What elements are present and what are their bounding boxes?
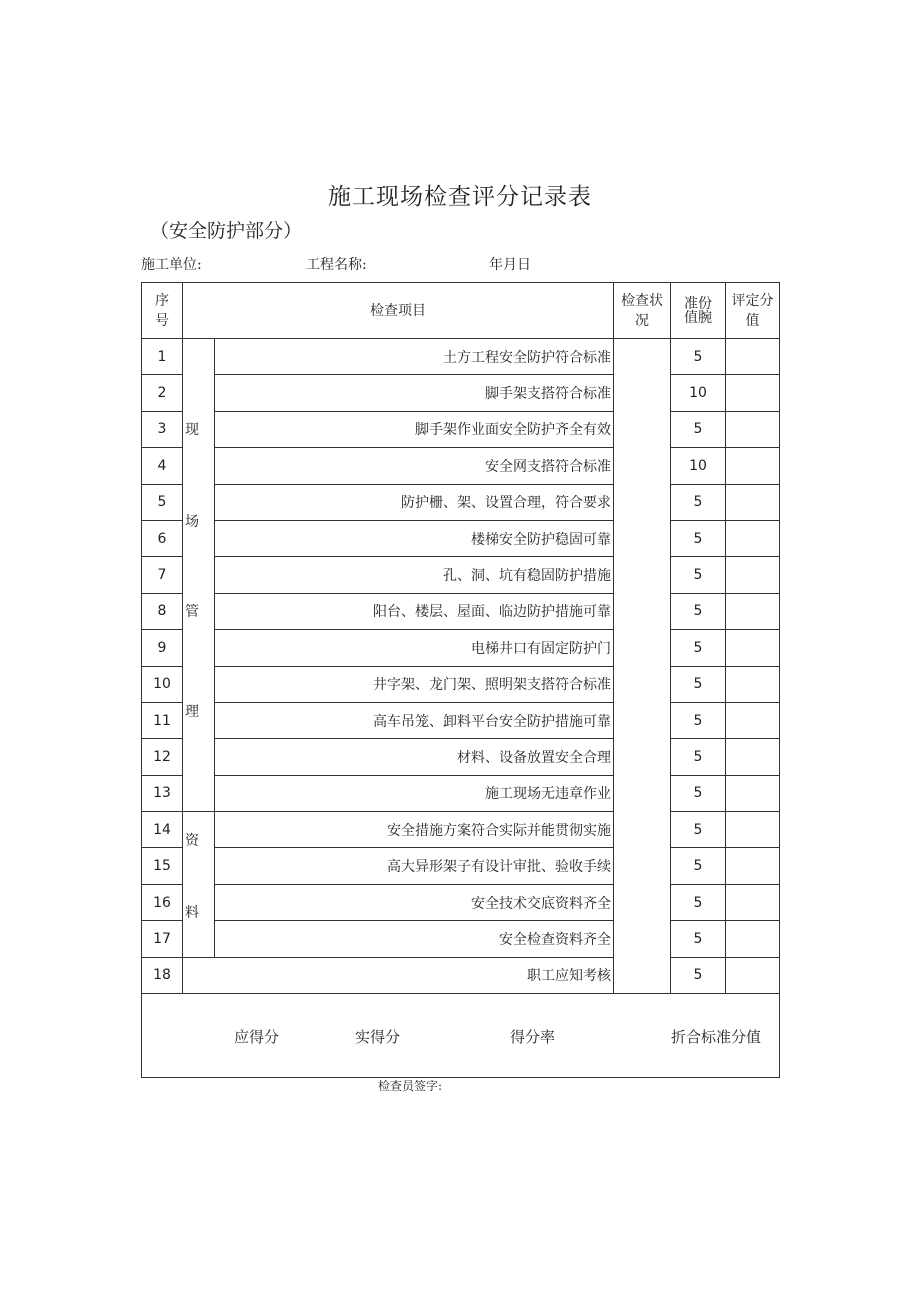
table-row bbox=[142, 848, 780, 884]
row-seq: 13 bbox=[142, 775, 183, 811]
header-rating: 评定分值 bbox=[726, 283, 780, 339]
row-rating-cell[interactable] bbox=[726, 848, 780, 884]
table-body bbox=[142, 339, 780, 994]
category-char: 场 bbox=[185, 514, 199, 530]
inspection-table bbox=[141, 282, 780, 1078]
row-standard-score: 5 bbox=[671, 812, 726, 848]
row-rating-cell[interactable] bbox=[726, 812, 780, 848]
table-row bbox=[142, 448, 780, 484]
page-subtitle: （安全防护部分） bbox=[150, 220, 303, 242]
converted-score-label: 折合标准分值 bbox=[671, 1028, 762, 1046]
row-item: 安全检查资料齐全 bbox=[215, 921, 614, 957]
row-rating-cell[interactable] bbox=[726, 702, 780, 738]
row-seq: 10 bbox=[142, 666, 183, 702]
row-standard-score: 5 bbox=[671, 630, 726, 666]
row-item: 施工现场无违章作业 bbox=[215, 775, 614, 811]
date-label: 年月日 bbox=[489, 257, 531, 273]
row-standard-score: 5 bbox=[671, 557, 726, 593]
construction-unit-label: 施工单位: bbox=[141, 257, 202, 273]
row-item: 安全措施方案符合实际并能贯彻实施 bbox=[215, 812, 614, 848]
row-seq: 11 bbox=[142, 702, 183, 738]
row-item: 职工应知考核 bbox=[183, 957, 614, 993]
table-row bbox=[142, 739, 780, 775]
row-rating-cell[interactable] bbox=[726, 593, 780, 629]
row-seq: 17 bbox=[142, 921, 183, 957]
category-char: 料 bbox=[185, 905, 199, 922]
row-item: 楼梯安全防护稳固可靠 bbox=[215, 520, 614, 556]
table-row bbox=[142, 921, 780, 957]
row-rating-cell[interactable] bbox=[726, 884, 780, 920]
row-seq: 5 bbox=[142, 484, 183, 520]
row-item: 材料、设备放置安全合理 bbox=[215, 739, 614, 775]
row-standard-score: 10 bbox=[671, 375, 726, 411]
row-seq: 12 bbox=[142, 739, 183, 775]
row-item: 高车吊笼、卸料平台安全防护措施可靠 bbox=[215, 702, 614, 738]
table-row bbox=[142, 812, 780, 848]
row-item: 阳台、楼层、屋面、临边防护措施可靠 bbox=[215, 593, 614, 629]
row-rating-cell[interactable] bbox=[726, 739, 780, 775]
row-standard-score: 5 bbox=[671, 848, 726, 884]
table-row bbox=[142, 593, 780, 629]
category-char: 理 bbox=[185, 704, 199, 720]
table-row bbox=[142, 484, 780, 520]
row-item: 防护栅、架、设置合理，符合要求 bbox=[215, 484, 614, 520]
row-seq: 18 bbox=[142, 957, 183, 993]
row-standard-score: 5 bbox=[671, 593, 726, 629]
row-item: 孔、洞、坑有稳固防护措施 bbox=[215, 557, 614, 593]
header-status: 检查状况 bbox=[614, 283, 671, 339]
row-standard-score: 5 bbox=[671, 921, 726, 957]
row-rating-cell[interactable] bbox=[726, 375, 780, 411]
header-seq: 序号 bbox=[142, 283, 183, 339]
row-item: 电梯井口有固定防护门 bbox=[215, 630, 614, 666]
row-standard-score: 5 bbox=[671, 775, 726, 811]
row-standard-score: 5 bbox=[671, 739, 726, 775]
row-seq: 15 bbox=[142, 848, 183, 884]
row-item: 脚手架作业面安全防护齐全有效 bbox=[215, 411, 614, 447]
table-row bbox=[142, 775, 780, 811]
row-standard-score: 5 bbox=[671, 666, 726, 702]
row-item: 安全网支搭符合标准 bbox=[215, 448, 614, 484]
row-seq: 8 bbox=[142, 593, 183, 629]
row-seq: 4 bbox=[142, 448, 183, 484]
status-column[interactable] bbox=[614, 339, 671, 994]
row-standard-score: 5 bbox=[671, 484, 726, 520]
row-standard-score: 5 bbox=[671, 411, 726, 447]
row-rating-cell[interactable] bbox=[726, 630, 780, 666]
project-name-label: 工程名称: bbox=[306, 257, 367, 273]
row-seq: 9 bbox=[142, 630, 183, 666]
row-standard-score: 5 bbox=[671, 702, 726, 738]
should-score-label: 应得分 bbox=[234, 1028, 280, 1046]
table-row bbox=[142, 339, 780, 375]
row-item: 土方工程安全防护符合标准 bbox=[215, 339, 614, 375]
row-item: 安全技术交底资料齐全 bbox=[215, 884, 614, 920]
row-rating-cell[interactable] bbox=[726, 339, 780, 375]
row-seq: 16 bbox=[142, 884, 183, 920]
table-row bbox=[142, 884, 780, 920]
row-rating-cell[interactable] bbox=[726, 411, 780, 447]
table-row bbox=[142, 375, 780, 411]
table-row bbox=[142, 520, 780, 556]
row-seq: 14 bbox=[142, 812, 183, 848]
category-site-management bbox=[183, 339, 215, 812]
row-item: 井字架、龙门架、照明架支搭符合标准 bbox=[215, 666, 614, 702]
table-row bbox=[142, 411, 780, 447]
row-seq: 7 bbox=[142, 557, 183, 593]
page-title: 施工现场检查评分记录表 bbox=[328, 184, 592, 210]
category-char: 资 bbox=[185, 833, 199, 850]
row-rating-cell[interactable] bbox=[726, 666, 780, 702]
category-documents bbox=[183, 812, 215, 958]
row-standard-score: 5 bbox=[671, 339, 726, 375]
header-standard: 准份值腕 bbox=[671, 283, 726, 339]
category-char: 现 bbox=[185, 422, 199, 438]
row-seq: 3 bbox=[142, 411, 183, 447]
row-standard-score: 10 bbox=[671, 448, 726, 484]
row-seq: 6 bbox=[142, 520, 183, 556]
row-seq: 2 bbox=[142, 375, 183, 411]
table-header-row bbox=[142, 283, 780, 339]
row-seq: 1 bbox=[142, 339, 183, 375]
row-rating-cell[interactable] bbox=[726, 921, 780, 957]
table-row bbox=[142, 702, 780, 738]
row-rating-cell[interactable] bbox=[726, 775, 780, 811]
row-standard-score: 5 bbox=[671, 884, 726, 920]
score-rate-label: 得分率 bbox=[510, 1028, 556, 1046]
row-standard-score: 5 bbox=[671, 520, 726, 556]
row-rating-cell[interactable] bbox=[726, 557, 780, 593]
table-row bbox=[142, 957, 780, 993]
inspector-signature-label: 检查员签字: bbox=[378, 1079, 443, 1093]
table-row bbox=[142, 630, 780, 666]
header-item: 检查项目 bbox=[183, 283, 614, 339]
row-rating-cell[interactable] bbox=[726, 484, 780, 520]
category-char: 管 bbox=[185, 604, 199, 620]
table-row bbox=[142, 666, 780, 702]
table-row bbox=[142, 557, 780, 593]
row-rating-cell[interactable] bbox=[726, 448, 780, 484]
row-item: 脚手架支搭符合标准 bbox=[215, 375, 614, 411]
row-item: 高大异形架子有设计审批、验收手续 bbox=[215, 848, 614, 884]
actual-score-label: 实得分 bbox=[355, 1028, 401, 1046]
row-rating-cell[interactable] bbox=[726, 520, 780, 556]
row-standard-score: 5 bbox=[671, 957, 726, 993]
row-rating-cell[interactable] bbox=[726, 957, 780, 993]
